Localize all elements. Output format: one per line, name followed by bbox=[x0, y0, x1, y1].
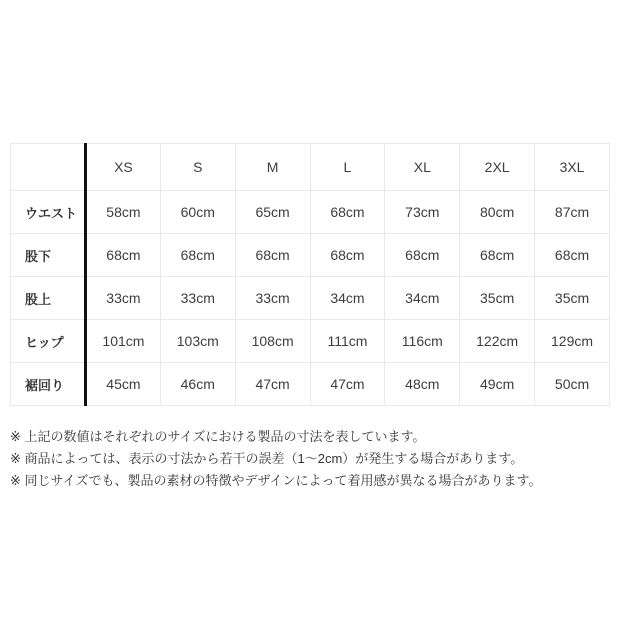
value-cell: 48cm bbox=[385, 363, 460, 406]
value-cell: 34cm bbox=[310, 277, 385, 320]
value-cell: 45cm bbox=[86, 363, 161, 406]
value-cell: 68cm bbox=[535, 234, 610, 277]
table-header-row bbox=[11, 144, 610, 191]
table-row-inseam bbox=[11, 234, 610, 277]
measurement-label-waist: ウエスト bbox=[11, 191, 86, 234]
value-cell: 50cm bbox=[535, 363, 610, 406]
value-cell: 108cm bbox=[235, 320, 310, 363]
size-column-header-2xl: 2XL bbox=[460, 144, 535, 191]
size-column-header-s: S bbox=[160, 144, 235, 191]
value-cell: 47cm bbox=[235, 363, 310, 406]
table-row-waist bbox=[11, 191, 610, 234]
value-cell: 47cm bbox=[310, 363, 385, 406]
value-cell: 103cm bbox=[160, 320, 235, 363]
value-cell: 68cm bbox=[310, 191, 385, 234]
measurement-label-inseam: 股下 bbox=[11, 234, 86, 277]
value-cell: 68cm bbox=[385, 234, 460, 277]
footnote-line-3: ※ 同じサイズでも、製品の素材の特徴やデザインによって着用感が異なる場合があります。 bbox=[10, 473, 542, 488]
value-cell: 60cm bbox=[160, 191, 235, 234]
footnotes bbox=[10, 426, 610, 492]
value-cell: 35cm bbox=[535, 277, 610, 320]
size-column-header-xl: XL bbox=[385, 144, 460, 191]
measurement-label-hem: 裾回り bbox=[11, 363, 86, 406]
measurement-label-hip: ヒップ bbox=[11, 320, 86, 363]
value-cell: 33cm bbox=[235, 277, 310, 320]
footnote-line-2: ※ 商品によっては、表示の寸法から若干の誤差（1～2cm）が発生する場合があります。 bbox=[10, 451, 524, 466]
table-row-hip bbox=[11, 320, 610, 363]
size-column-header-m: M bbox=[235, 144, 310, 191]
value-cell: 49cm bbox=[460, 363, 535, 406]
value-cell: 46cm bbox=[160, 363, 235, 406]
value-cell: 33cm bbox=[160, 277, 235, 320]
footnote-line-1: ※ 上記の数値はそれぞれのサイズにおける製品の寸法を表しています。 bbox=[10, 429, 426, 444]
value-cell: 33cm bbox=[86, 277, 161, 320]
size-column-header-xs: XS bbox=[86, 144, 161, 191]
value-cell: 122cm bbox=[460, 320, 535, 363]
value-cell: 68cm bbox=[160, 234, 235, 277]
value-cell: 73cm bbox=[385, 191, 460, 234]
value-cell: 68cm bbox=[235, 234, 310, 277]
value-cell: 116cm bbox=[385, 320, 460, 363]
value-cell: 65cm bbox=[235, 191, 310, 234]
value-cell: 129cm bbox=[535, 320, 610, 363]
value-cell: 87cm bbox=[535, 191, 610, 234]
table-row-rise bbox=[11, 277, 610, 320]
value-cell: 68cm bbox=[460, 234, 535, 277]
measurement-label-rise: 股上 bbox=[11, 277, 86, 320]
size-column-header-3xl: 3XL bbox=[535, 144, 610, 191]
size-column-header-l: L bbox=[310, 144, 385, 191]
value-cell: 101cm bbox=[86, 320, 161, 363]
value-cell: 58cm bbox=[86, 191, 161, 234]
value-cell: 68cm bbox=[86, 234, 161, 277]
table-row-hem bbox=[11, 363, 610, 406]
value-cell: 80cm bbox=[460, 191, 535, 234]
table-corner-cell bbox=[11, 144, 86, 191]
value-cell: 34cm bbox=[385, 277, 460, 320]
size-chart-table bbox=[10, 143, 610, 406]
value-cell: 35cm bbox=[460, 277, 535, 320]
value-cell: 68cm bbox=[310, 234, 385, 277]
value-cell: 111cm bbox=[310, 320, 385, 363]
